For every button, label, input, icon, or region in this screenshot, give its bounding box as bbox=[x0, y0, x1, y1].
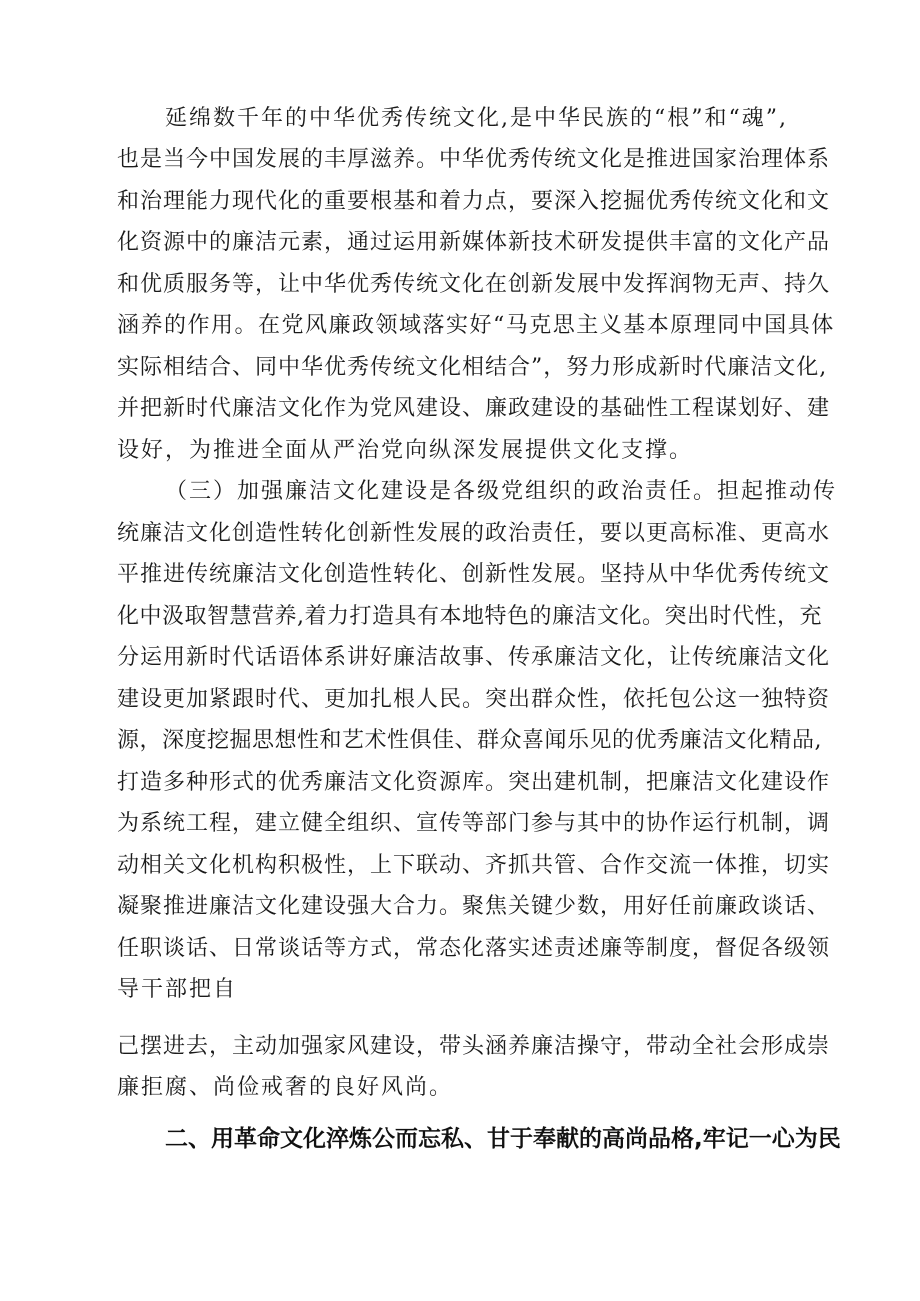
paragraph-line: 设好，为推进全面从严治党向纵深发展提供文化支撑。 bbox=[117, 438, 694, 463]
paragraph-line: 涵养的作用。在党风廉政领域落实好“马克思主义基本原理同中国具体 bbox=[117, 313, 835, 338]
paragraph-line: 实际相结合、同中华优秀传统文化相结合”，努力形成新时代廉洁文化, bbox=[117, 355, 828, 380]
paragraph-line: 打造多种形式的优秀廉洁文化资源库。突出建机制，把廉洁文化建设作 bbox=[117, 770, 831, 795]
paragraph-line: 和治理能力现代化的重要根基和着力点，要深入挖掘优秀传统文化和文 bbox=[117, 189, 831, 214]
paragraph-line: 延绵数千年的中华优秀传统文化,是中华民族的“根”和“魂”, bbox=[165, 106, 788, 131]
paragraph-line: 廉拒腐、尚俭戒奢的良好风尚。 bbox=[117, 1075, 454, 1100]
paragraph-line: 动相关文化机构积极性，上下联动、齐抓共管、合作交流一体推，切实 bbox=[117, 853, 831, 878]
paragraph-line: 分运用新时代话语体系讲好廉洁故事、传承廉洁文化，让传统廉洁文化 bbox=[117, 645, 831, 670]
paragraph-line: 为系统工程，建立健全组织、宣传等部门参与其中的协作运行机制，调 bbox=[117, 811, 831, 836]
paragraph-line: 源，深度挖掘思想性和艺术性俱佳、群众喜闻乐见的优秀廉洁文化精品, bbox=[117, 728, 822, 753]
paragraph-line: 化中汲取智慧营养,着力打造具有本地特色的廉洁文化。突出时代性，充 bbox=[117, 604, 822, 629]
section-heading: 二、用革命文化淬炼公而忘私、甘于奉献的高尚品格,牢记一心为民 bbox=[165, 1126, 841, 1152]
paragraph-line: 凝聚推进廉洁文化建设强大合力。聚焦关键少数，用好任前廉政谈话、 bbox=[117, 894, 831, 919]
paragraph-line: 化资源中的廉洁元素，通过运用新媒体新技术研发提供丰富的文化产品 bbox=[117, 230, 831, 255]
paragraph-line: 平推进传统廉洁文化创造性转化、创新性发展。坚持从中华优秀传统文 bbox=[117, 562, 831, 587]
paragraph-line: 和优质服务等，让中华优秀传统文化在创新发展中发挥润物无声、持久 bbox=[117, 272, 831, 297]
paragraph-line: 也是当今中国发展的丰厚滋养。中华优秀传统文化是推进国家治理体系 bbox=[117, 147, 831, 172]
paragraph-line: （三）加强廉洁文化建设是各级党组织的政治责任。担起推动传 bbox=[165, 479, 838, 504]
paragraph-line: 导干部把自 bbox=[117, 977, 238, 1002]
paragraph-line: 统廉洁文化创造性转化创新性发展的政治责任，要以更高标准、更高水 bbox=[117, 521, 831, 546]
paragraph-line: 任职谈话、日常谈话等方式，常态化落实述责述廉等制度，督促各级领 bbox=[117, 936, 831, 961]
paragraph-line: 己摆进去，主动加强家风建设，带头涵养廉洁操守，带动全社会形成崇 bbox=[117, 1034, 831, 1059]
paragraph-line: 并把新时代廉洁文化作为党风建设、廉政建设的基础性工程谋划好、建 bbox=[117, 396, 831, 421]
paragraph-line: 建设更加紧跟时代、更加扎根人民。突出群众性，依托包公这一独特资 bbox=[117, 687, 831, 712]
